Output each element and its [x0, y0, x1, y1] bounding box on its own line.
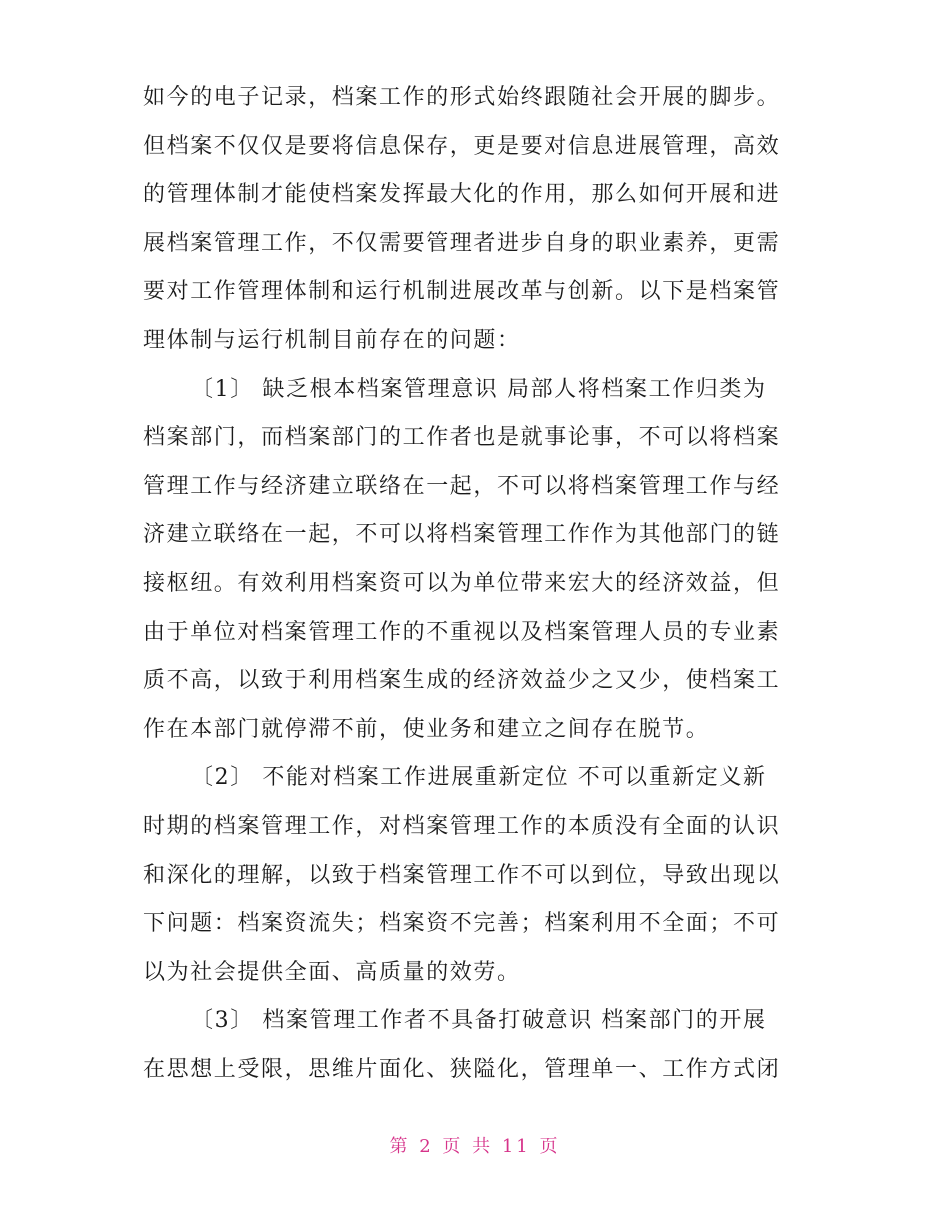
text-line: 在思想上受限，思维片面化、狭隘化，管理单一、工作方式闭 — [143, 1056, 781, 1082]
text-line: 理体制与运行机制目前存在的问题： — [143, 327, 521, 353]
text-line: 展档案管理工作，不仅需要管理者进步自身的职业素养，更需 — [143, 230, 781, 256]
body-text — [143, 74, 823, 1094]
text-line: 的管理体制才能使档案发挥最大化的作用，那么如何开展和进 — [143, 182, 781, 208]
paragraph-start-line: 〔2〕 不能对档案工作进展重新定位 不可以重新定义新 — [191, 765, 767, 791]
text-line: 如今的电子记录，档案工作的形式始终跟随社会开展的脚步。 — [143, 85, 781, 110]
text-line: 时期的档案管理工作，对档案管理工作的本质没有全面的认识 — [143, 813, 781, 839]
text-line: 和深化的理解，以致于档案管理工作不可以到位，导致出现以 — [143, 862, 781, 888]
text-line: 作在本部门就停滞不前，使业务和建立之间存在脱节。 — [143, 716, 710, 742]
text-line: 但档案不仅仅是要将信息保存，更是要对信息进展管理，高效 — [143, 133, 781, 159]
text-line: 要对工作管理体制和运行机制进展改革与创新。以下是档案管 — [143, 279, 781, 305]
text-line: 档案部门，而档案部门的工作者也是就事论事，不可以将档案 — [143, 425, 781, 451]
text-line: 以为社会提供全面、高质量的效劳。 — [143, 959, 521, 985]
text-line: 由于单位对档案管理工作的不重视以及档案管理人员的专业素 — [143, 619, 781, 645]
paragraph-start-line: 〔1〕 缺乏根本档案管理意识 局部人将档案工作归类为 — [191, 376, 767, 402]
text-line: 质不高，以致于利用档案生成的经济效益少之又少，使档案工 — [143, 668, 781, 694]
text-line: 下问题：档案资流失；档案资不完善；档案利用不全面；不可 — [143, 911, 781, 937]
text-line: 接枢纽。有效利用档案资可以为单位带来宏大的经济效益，但 — [143, 570, 781, 596]
text-line: 管理工作与经济建立联络在一起，不可以将档案管理工作与经 — [143, 473, 781, 499]
text-line: 济建立联络在一起，不可以将档案管理工作作为其他部门的链 — [143, 522, 781, 548]
paragraph-start-line: 〔3〕 档案管理工作者不具备打破意识 档案部门的开展 — [191, 1008, 767, 1034]
page-number-footer: 第 2 页 共 11 页 — [389, 1136, 561, 1157]
